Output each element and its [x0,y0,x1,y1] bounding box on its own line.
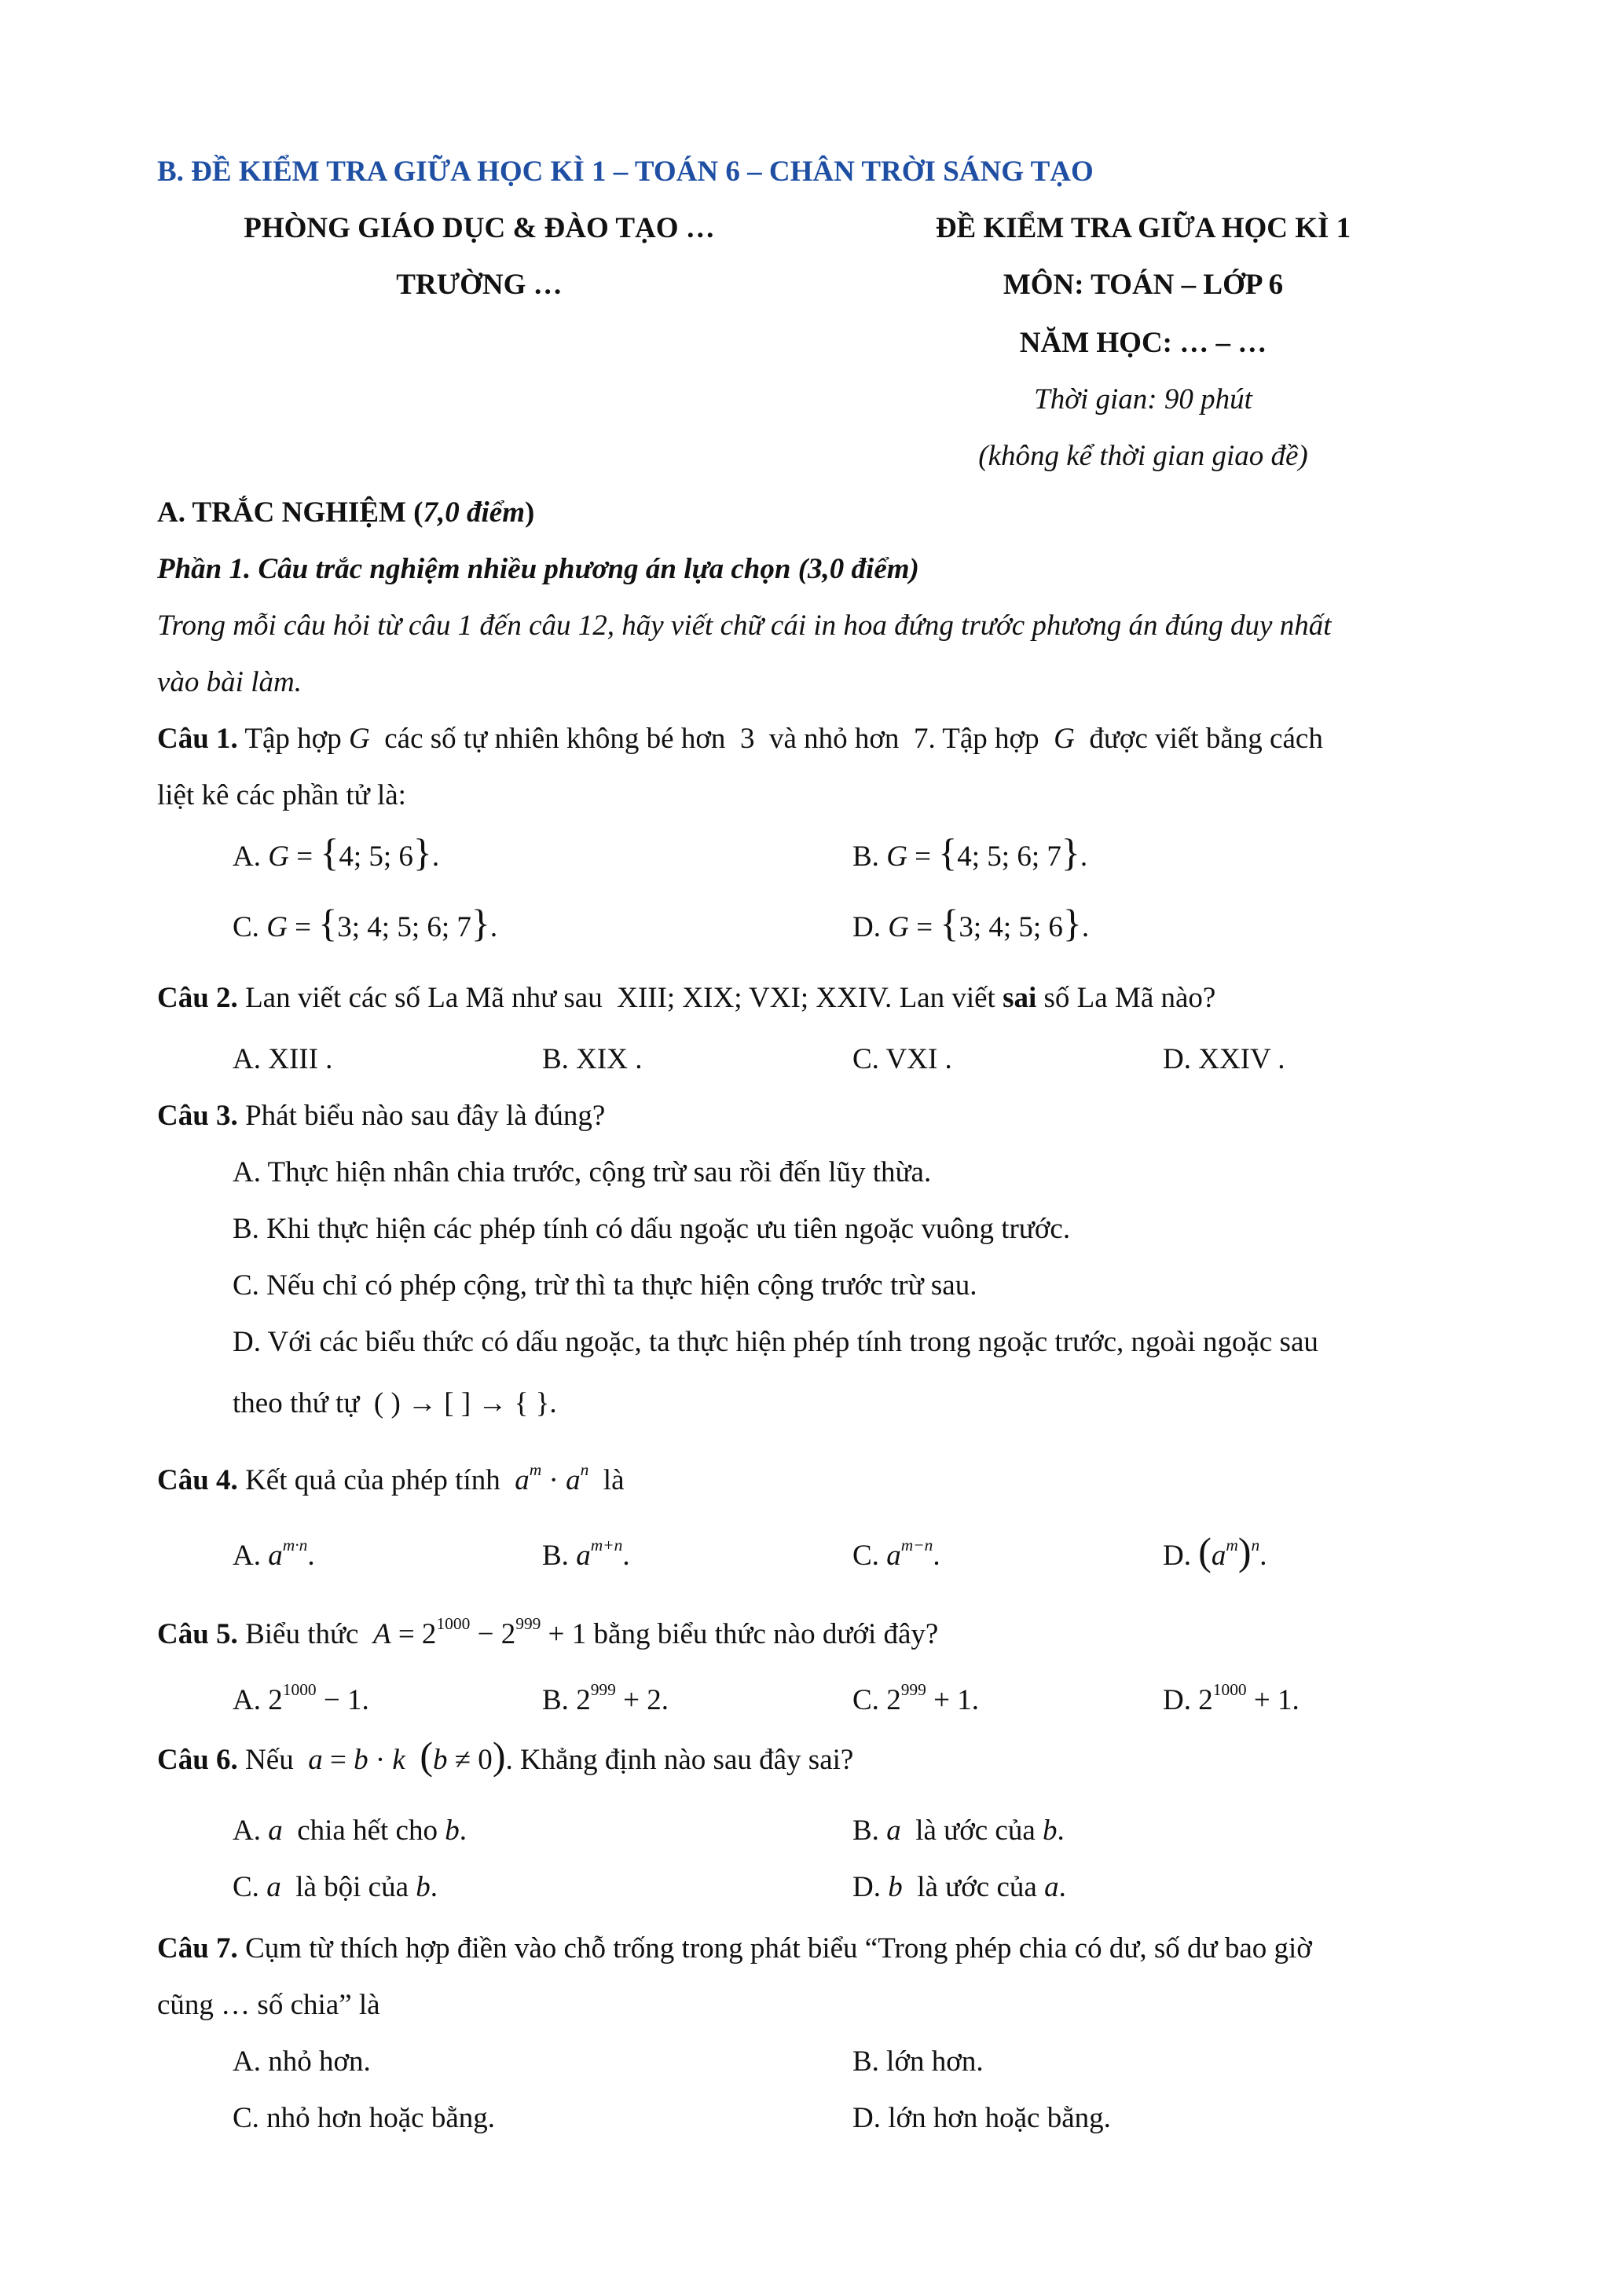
question-7: Câu 7. Cụm từ thích hợp điền vào chỗ trống trong phát biểu “Trong phép chia có dư, số dư bao giờ [157,1932,1312,1965]
q5-option-d: D. $2^{1000} + 1$. [1163,1679,1300,1716]
part-1-title: Phần 1. Câu trắc nghiệm nhiều phương án lựa chọn (3,0 điểm) [157,553,919,585]
q1-option-a: A. G = {4; 5; 6}. [233,830,440,874]
q3-option-c: C. Nếu chỉ có phép cộng, trừ thì ta thực hiện cộng trước trừ sau. [233,1269,977,1302]
q4-option-a: A. $a^{m\cdot n}$. [233,1535,315,1572]
q6-option-d: D. b là ước của a. [852,1871,1066,1903]
header-school: TRƯỜNG … [396,269,563,301]
q4-option-b: B. $a^{m+n}$. [542,1535,630,1572]
question-3: Câu 3. Phát biểu nào sau đây là đúng? [157,1100,606,1132]
q2-option-a: A. XIII . [233,1043,333,1075]
question-1: Câu 1. Tập hợp G các số tự nhiên không bé hơn 3 và nhỏ hơn 7. Tập hợp G được viết bằng cách [157,723,1323,755]
section-title: B. ĐỀ KIỂM TRA GIỮA HỌC KÌ 1 – TOÁN 6 – CHÂN TRỜI SÁNG TẠO [157,156,1094,188]
question-7-cont: cũng … số chia” là [157,1989,380,2021]
header-duration-note: (không kể thời gian giao đề) [978,440,1308,472]
q5-option-a: A. $2^{1000} - 1$. [233,1679,369,1716]
q7-option-a: A. nhỏ hơn. [233,2045,371,2078]
q2-option-d: D. XXIV . [1163,1043,1285,1075]
question-6: Câu 6. Nếu a = b · k (b ≠ 0). Khẳng định nào sau đây sai? [157,1734,854,1778]
q6-option-b: B. a là ước của b. [852,1814,1065,1847]
q5-option-b: B. $2^{999} + 2$. [542,1679,669,1716]
q7-option-c: C. nhỏ hơn hoặc bằng. [233,2102,496,2134]
header-department: PHÒNG GIÁO DỤC & ĐÀO TẠO … [244,212,715,244]
q7-option-d: D. lớn hơn hoặc bằng. [852,2102,1111,2134]
part-1-instruction-cont: vào bài làm. [157,666,302,698]
q6-option-a: A. a chia hết cho b. [233,1814,467,1847]
q3-option-b: B. Khi thực hiện các phép tính có dấu ngoặc ưu tiên ngoặc vuông trước. [233,1213,1071,1245]
question-5: Câu 5. Biểu thức $A = 2^{1000} - 2^{999} + 1$ bằng biểu thức nào dưới đây? [157,1613,939,1650]
q4-option-d: D. $(a^m)^n$. [1163,1529,1267,1573]
header-duration: Thời gian: 90 phút [1034,383,1252,416]
q6-option-c: C. a là bội của b. [233,1871,438,1903]
question-4: Câu 4. Kết quả của phép tính $a^m \cdot a^n$ là [157,1459,625,1496]
q3-option-d-cont: theo thứ tự ( ) → [ ] → { }. [233,1387,557,1419]
q2-option-b: B. XIX . [542,1043,643,1075]
q3-option-a: A. Thực hiện nhân chia trước, cộng trừ sau rồi đến lũy thừa. [233,1156,932,1188]
q7-option-b: B. lớn hơn. [852,2045,984,2078]
q1-option-b: B. G = {4; 5; 6; 7}. [852,830,1088,874]
header-subject: MÔN: TOÁN – LỚP 6 [1003,269,1284,301]
header-exam-title: ĐỀ KIỂM TRA GIỮA HỌC KÌ 1 [935,212,1351,244]
question-1-cont: liệt kê các phần tử là: [157,779,406,811]
q2-option-c: C. VXI . [852,1043,952,1075]
q3-option-d: D. Với các biểu thức có dấu ngoặc, ta thực hiện phép tính trong ngoặc trước, ngoài ngoặc sau [233,1326,1318,1358]
q5-option-c: C. $2^{999} + 1$. [852,1679,979,1716]
header-school-year: NĂM HỌC: … – … [1019,327,1267,359]
question-2: Câu 2. Lan viết các số La Mã như sau XIII; XIX; VXI; XXIV. Lan viết sai số La Mã nào? [157,982,1216,1014]
part-a-title: A. TRẮC NGHIỆM (7,0 điểm) [157,496,535,529]
q4-option-c: C. $a^{m-n}$. [852,1535,940,1572]
part-1-instruction: Trong mỗi câu hỏi từ câu 1 đến câu 12, hãy viết chữ cái in hoa đứng trước phương án đúng duy nhất [157,610,1332,642]
q1-option-c: C. G = {3; 4; 5; 6; 7}. [233,901,498,945]
q1-option-d: D. G = {3; 4; 5; 6}. [852,901,1090,945]
